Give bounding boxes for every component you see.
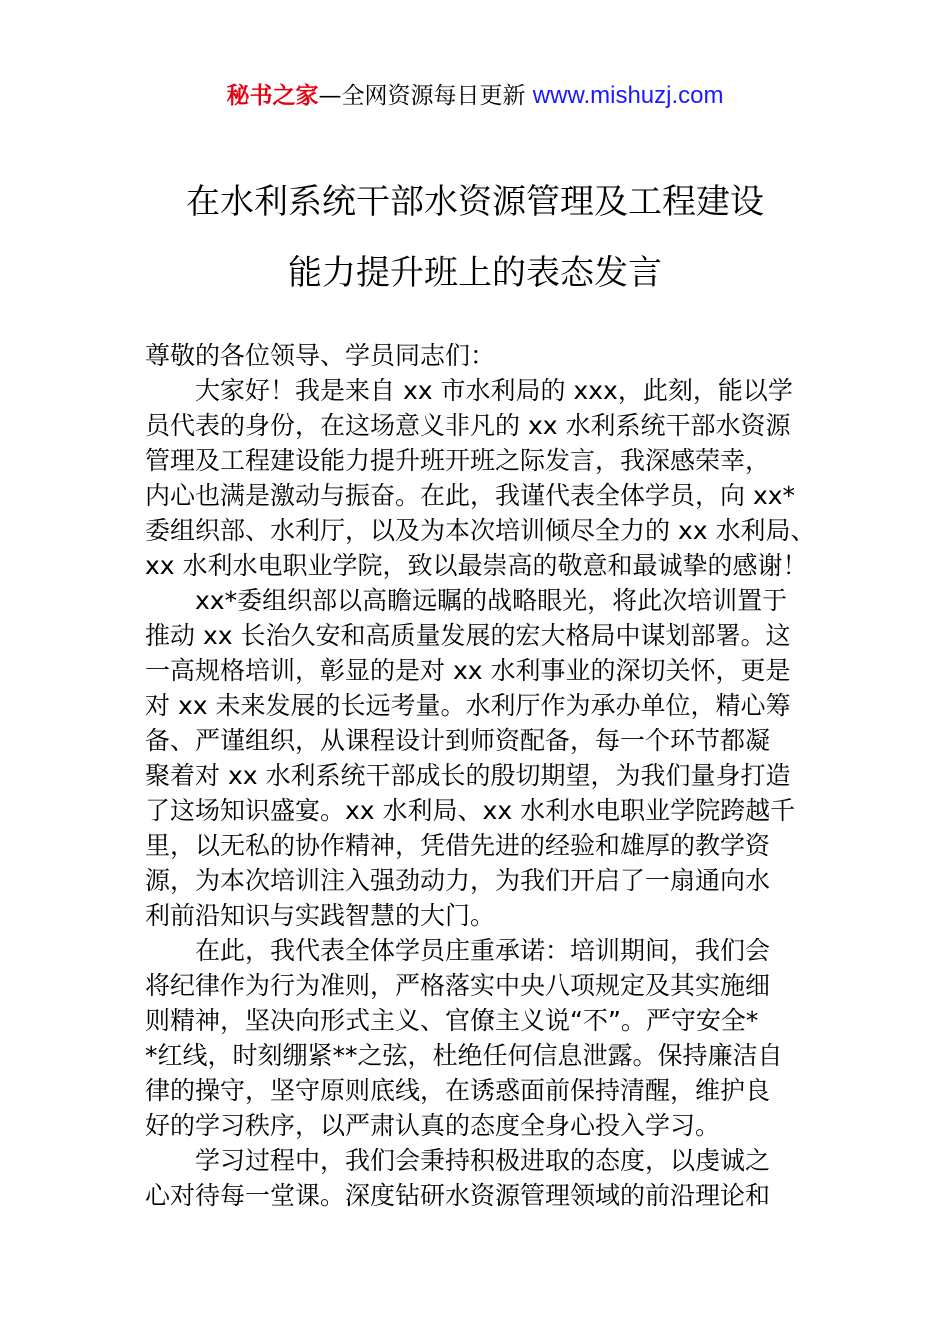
paragraph-line: 大家好！我是来自 xx 市水利局的 xxx，此刻，能以学 — [195, 376, 793, 405]
site-header — [0, 80, 950, 112]
paragraph-line: 在此，我代表全体学员庄重承诺：培训期间，我们会 — [195, 936, 771, 965]
paragraph-line: xx*委组织部以高瞻远瞩的战略眼光，将此次培训置于 — [195, 586, 788, 615]
paragraph-line: 了这场知识盛宴。xx 水利局、xx 水利水电职业学院跨越千 — [145, 796, 796, 825]
paragraph-line: 管理及工程建设能力提升班开班之际发言，我深感荣幸， — [145, 446, 771, 475]
paragraph-line: *红线，时刻绷紧**之弦，杜绝任何信息泄露。保持廉洁自 — [145, 1041, 783, 1070]
paragraph-line: 学习过程中，我们会秉持积极进取的态度，以虔诚之 — [195, 1146, 771, 1175]
document-body — [145, 338, 816, 1213]
paragraph-2 — [145, 583, 809, 933]
site-brand: 秘书之家 — [226, 83, 319, 109]
document-title-line-2: 能力提升班上的表态发言 — [288, 253, 662, 293]
paragraph-line: 则精神，坚决向形式主义、官僚主义说“不”。严守安全* — [145, 1006, 759, 1035]
paragraph-line: 聚着对 xx 水利系统干部成长的殷切期望，为我们量身打造 — [145, 761, 791, 790]
salutation: 尊敬的各位领导、学员同志们： — [145, 341, 496, 370]
paragraph-line: 将纪律作为行为准则，严格落实中央八项规定及其实施细 — [145, 971, 771, 1000]
document-title-line-1: 在水利系统干部水资源管理及工程建设 — [186, 182, 764, 222]
paragraph-line: 好的学习秩序，以严肃认真的态度全身心投入学习。 — [145, 1111, 721, 1140]
paragraph-line: 员代表的身份，在这场意义非凡的 xx 水利系统干部水资源 — [145, 411, 791, 440]
paragraph-line: 内心也满是激动与振奋。在此，我谨代表全体学员，向 xx* — [145, 481, 796, 510]
paragraph-line: 一高规格培训，彰显的是对 xx 水利事业的深切关怀，更是 — [145, 656, 791, 685]
paragraph-line: 心对待每一堂课。深度钻研水资源管理领域的前沿理论和 — [145, 1181, 771, 1210]
paragraph-line: 里，以无私的协作精神，凭借先进的经验和雄厚的教学资 — [145, 831, 771, 860]
site-tagline: —全网资源每日更新 — [318, 83, 533, 109]
paragraph-line: 委组织部、水利厅，以及为本次培训倾尽全力的 xx 水利局、 — [145, 516, 816, 545]
site-url-link[interactable]: www.mishuzj.com — [532, 82, 724, 109]
paragraph-line: 备、严谨组织，从课程设计到师资配备，每一个环节都凝 — [145, 726, 771, 755]
paragraph-line: xx 水利水电职业学院，致以最崇高的敬意和最诚挚的感谢！ — [145, 551, 808, 580]
paragraph-line: 利前沿知识与实践智慧的大门。 — [145, 901, 496, 930]
paragraph-line: 对 xx 未来发展的长远考量。水利厅作为承办单位，精心筹 — [145, 691, 791, 720]
paragraph-4 — [145, 1143, 809, 1213]
paragraph-line: 推动 xx 长治久安和高质量发展的宏大格局中谋划部署。这 — [145, 621, 791, 650]
paragraph-line: 源，为本次培训注入强劲动力，为我们开启了一扇通向水 — [145, 866, 771, 895]
paragraph-3 — [145, 933, 809, 1143]
paragraph-1 — [145, 373, 816, 583]
paragraph-line: 律的操守，坚守原则底线，在诱惑面前保持清醒，维护良 — [145, 1076, 771, 1105]
